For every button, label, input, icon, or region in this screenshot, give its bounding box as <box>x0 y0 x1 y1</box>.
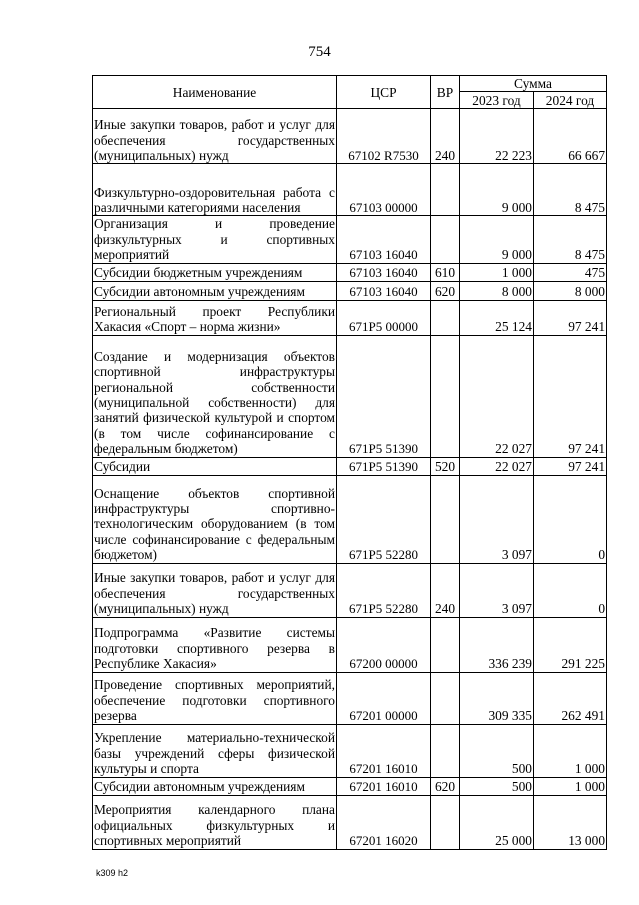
sum-2023-cell: 22 027 <box>460 335 534 457</box>
table-row <box>93 724 607 777</box>
table-body <box>93 109 607 849</box>
csr-cell: 67201 16020 <box>337 795 431 849</box>
vr-cell <box>431 724 460 777</box>
sum-2023-cell: 9 000 <box>460 164 534 216</box>
csr-cell: 67103 16040 <box>337 216 431 263</box>
sum-2023-cell: 22 223 <box>460 109 534 164</box>
table-row <box>93 109 607 164</box>
sum-2024-cell: 262 491 <box>534 672 607 724</box>
csr-cell: 671P5 51390 <box>337 457 431 475</box>
sum-2023-cell: 3 097 <box>460 475 534 563</box>
csr-cell: 67201 16010 <box>337 777 431 795</box>
table-row <box>93 164 607 216</box>
table-row <box>93 300 607 335</box>
header-year-2023: 2023 год <box>460 92 534 109</box>
header-name: Наименование <box>93 76 337 109</box>
name-cell: Субсидии <box>93 457 337 475</box>
sum-2023-cell: 500 <box>460 777 534 795</box>
name-cell: Физкультурно-оздоровительная работа с различными категориями населения <box>93 164 337 216</box>
sum-2024-cell: 97 241 <box>534 457 607 475</box>
vr-cell <box>431 617 460 672</box>
sum-2023-cell: 309 335 <box>460 672 534 724</box>
vr-cell <box>431 300 460 335</box>
vr-cell <box>431 335 460 457</box>
vr-cell: 240 <box>431 563 460 617</box>
sum-2024-cell: 13 000 <box>534 795 607 849</box>
sum-2024-cell: 1 000 <box>534 777 607 795</box>
csr-cell: 67103 00000 <box>337 164 431 216</box>
sum-2024-cell: 8 475 <box>534 164 607 216</box>
csr-cell: 67103 16040 <box>337 281 431 300</box>
vr-cell <box>431 672 460 724</box>
sum-2024-cell: 8 475 <box>534 216 607 263</box>
name-cell: Иные закупки товаров, работ и услуг для обеспечения государственных (муниципальных) нужд <box>93 109 337 164</box>
name-cell: Организация и проведение физкультурных и спортивных мероприятий <box>94 216 335 263</box>
header-row <box>93 76 607 92</box>
name-cell: Иные закупки товаров, работ и услуг для обеспечения государственных (муниципальных) нужд <box>93 563 337 617</box>
name-cell: Мероприятия календарного плана официальных физкультурных и спортивных мероприятий <box>93 795 337 849</box>
header-vr: ВР <box>431 76 460 109</box>
sum-2024-cell: 97 241 <box>534 300 607 335</box>
header-year-2024: 2024 год <box>534 92 607 109</box>
table-row <box>93 335 607 457</box>
vr-cell: 240 <box>431 109 460 164</box>
name-cell: Оснащение объектов спортивной инфраструктуры спортивно-технологическим оборудованием (в том числе софинансирование с федеральным бюджетом) <box>93 475 337 563</box>
csr-cell: 67102 R7530 <box>337 109 431 164</box>
vr-cell <box>431 164 460 216</box>
sum-2024-cell: 1 000 <box>534 724 607 777</box>
sum-2023-cell: 500 <box>460 724 534 777</box>
sum-2023-cell: 25 124 <box>460 300 534 335</box>
name-cell: Субсидии автономным учреждениям <box>93 281 337 300</box>
csr-cell: 671P5 52280 <box>337 475 431 563</box>
table-row <box>93 563 607 617</box>
name-cell: Подпрограмма «Развитие системы подготовки спортивного резерва в Республике Хакасия» <box>93 617 337 672</box>
budget-table <box>92 75 607 850</box>
sum-2024-cell: 475 <box>534 263 607 281</box>
csr-cell: 671P5 51390 <box>337 335 431 457</box>
table-row <box>93 281 607 300</box>
name-cell: Субсидии автономным учреждениям <box>93 777 337 795</box>
footer-code: k309 h2 <box>96 868 129 878</box>
vr-cell <box>431 795 460 849</box>
table-row <box>93 216 607 263</box>
table-row <box>93 672 607 724</box>
vr-cell <box>431 216 460 263</box>
name-cell: Субсидии бюджетным учреждениям <box>93 263 337 281</box>
sum-2024-cell: 0 <box>534 475 607 563</box>
table-row <box>93 617 607 672</box>
name-cell: Создание и модернизация объектов спортивной инфраструктуры региональной собственности (муниципальной собственности) для занятий физической культурой и спортом (в том числе софинансирование с федеральным бюджетом) <box>93 335 337 457</box>
table-row <box>93 263 607 281</box>
vr-cell: 620 <box>431 777 460 795</box>
csr-cell: 67201 00000 <box>337 672 431 724</box>
header-csr: ЦСР <box>337 76 431 109</box>
name-cell: Региональный проект Республики Хакасия «Спорт – норма жизни» <box>93 300 337 335</box>
table-row <box>93 475 607 563</box>
sum-2024-cell: 0 <box>534 563 607 617</box>
sum-2023-cell: 336 239 <box>460 617 534 672</box>
csr-cell: 67200 00000 <box>337 617 431 672</box>
table-row <box>93 795 607 849</box>
csr-cell: 671P5 52280 <box>337 563 431 617</box>
sum-2023-cell: 1 000 <box>460 263 534 281</box>
sum-2023-cell: 22 027 <box>460 457 534 475</box>
table-row <box>93 777 607 795</box>
vr-cell: 520 <box>431 457 460 475</box>
csr-cell: 67201 16010 <box>337 724 431 777</box>
csr-cell: 67103 16040 <box>337 263 431 281</box>
name-cell: Укрепление материально-технической базы учреждений сферы физической культуры и спорта <box>93 724 337 777</box>
name-cell: Проведение спортивных мероприятий, обеспечение подготовки спортивного резерва <box>93 672 337 724</box>
table-row <box>93 457 607 475</box>
sum-2024-cell: 66 667 <box>534 109 607 164</box>
header-sum: Сумма <box>460 76 607 92</box>
csr-cell: 671P5 00000 <box>337 300 431 335</box>
vr-cell: 610 <box>431 263 460 281</box>
sum-2024-cell: 8 000 <box>534 281 607 300</box>
vr-cell <box>431 475 460 563</box>
sum-2023-cell: 9 000 <box>460 216 534 263</box>
sum-2023-cell: 3 097 <box>460 563 534 617</box>
sum-2023-cell: 25 000 <box>460 795 534 849</box>
sum-2024-cell: 291 225 <box>534 617 607 672</box>
sum-2024-cell: 97 241 <box>534 335 607 457</box>
vr-cell: 620 <box>431 281 460 300</box>
sum-2023-cell: 8 000 <box>460 281 534 300</box>
page-number: 754 <box>308 44 331 60</box>
